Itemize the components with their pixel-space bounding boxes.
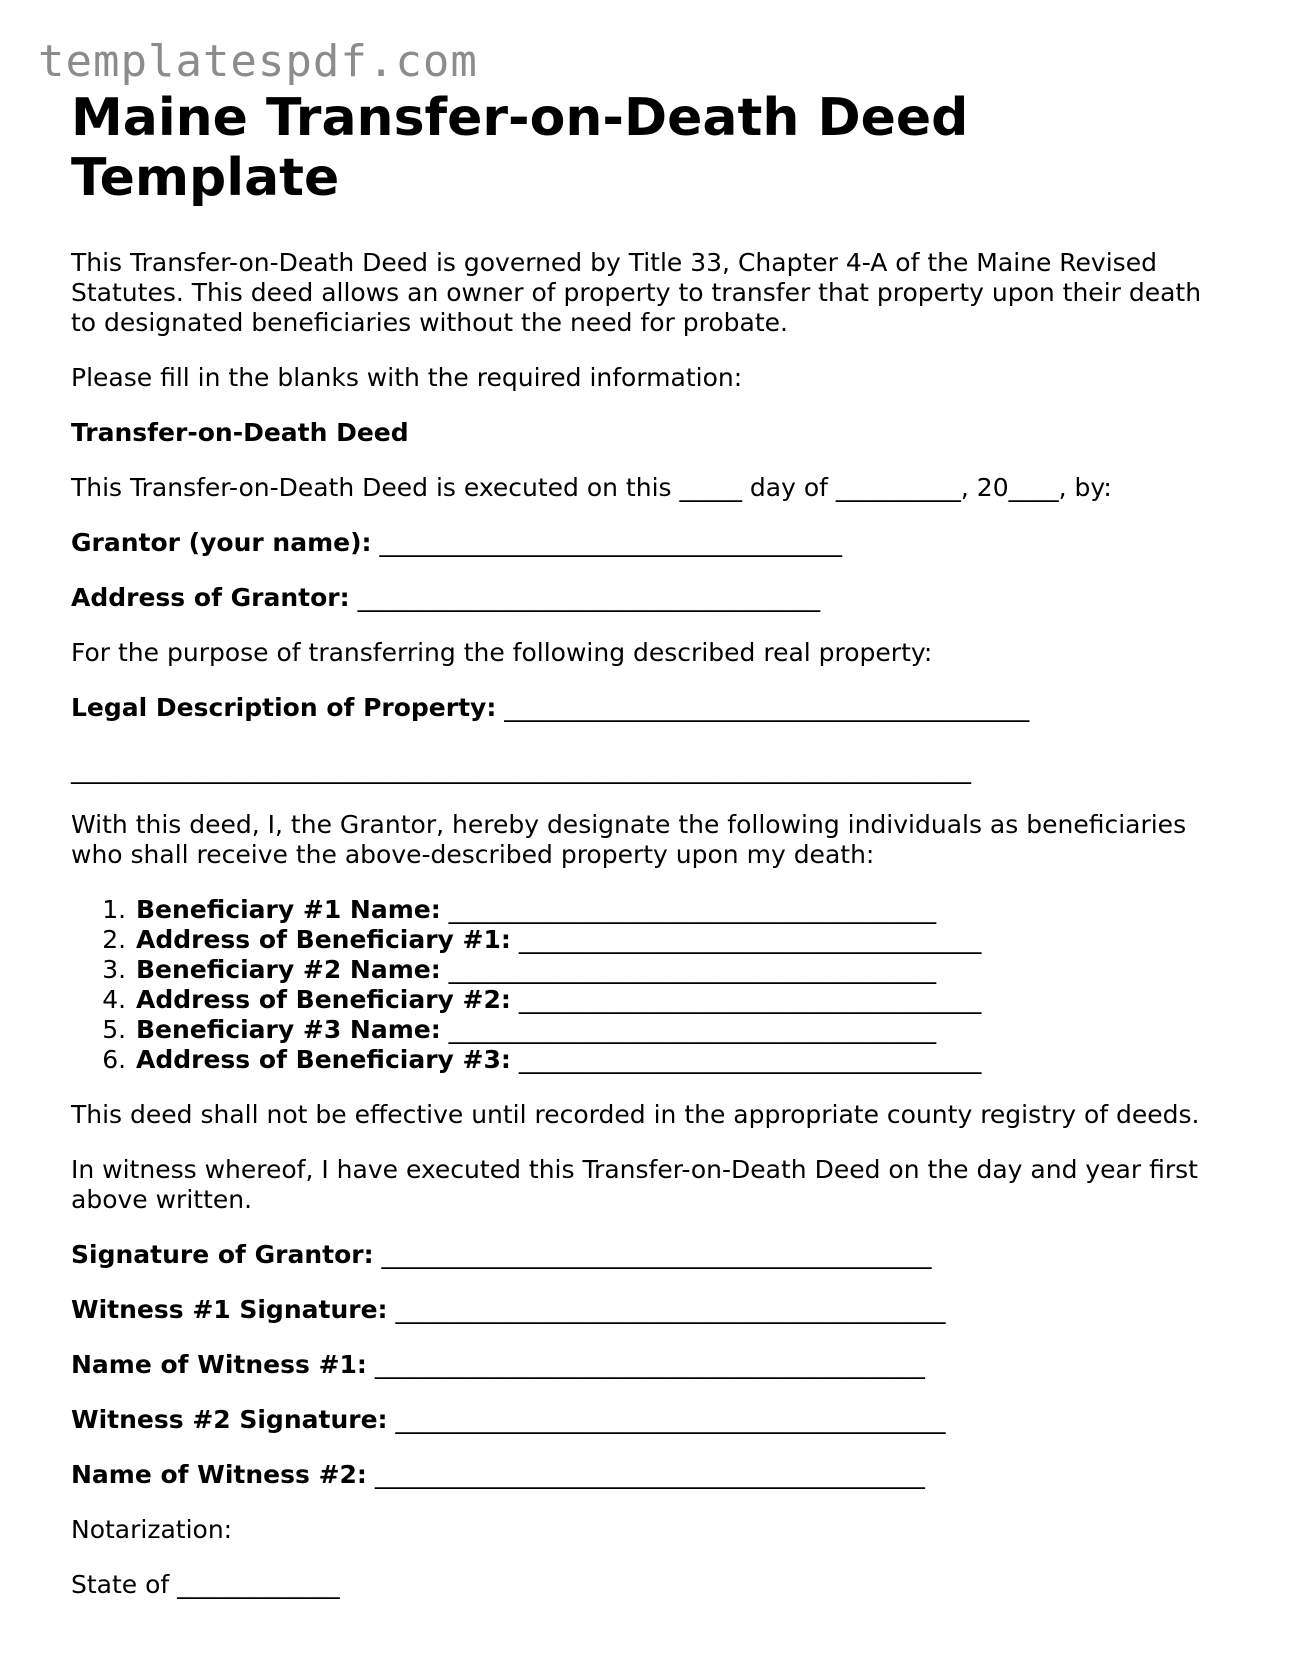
list-item[interactable]	[134, 985, 1231, 1015]
notarization-heading: Notarization:	[71, 1515, 233, 1544]
witness-1-signature-label: Witness #1 Signature:	[71, 1295, 388, 1324]
executed-line: This Transfer-on-Death Deed is executed on this _____ day of __________, 20____, by:	[71, 473, 1112, 502]
grantor-signature-field[interactable]	[71, 1240, 1231, 1270]
witness-1-signature-blank[interactable]: ____________________________________________	[387, 1295, 946, 1324]
beneficiary-2-address-label: Address of Beneficiary #2:	[136, 985, 511, 1014]
witness-1-name-label: Name of Witness #1:	[71, 1350, 367, 1379]
witness-2-name-field[interactable]	[71, 1460, 1231, 1490]
witness-1-name-blank[interactable]: ____________________________________________	[366, 1350, 925, 1379]
title-line-1: Maine Transfer-on-Death Deed	[71, 88, 969, 148]
witness-2-name-blank[interactable]: ____________________________________________	[366, 1460, 925, 1489]
grantor-name-label: Grantor (your name):	[71, 528, 372, 557]
beneficiary-1-name-label: Beneficiary #1 Name:	[136, 895, 441, 924]
instructions-text: Please fill in the blanks with the required information:	[71, 363, 743, 392]
document-body	[71, 88, 1231, 1600]
beneficiary-2-name-blank[interactable]: _______________________________________	[440, 955, 937, 984]
list-item[interactable]	[134, 1045, 1231, 1075]
witness-2-signature-field[interactable]	[71, 1405, 1231, 1435]
section-heading: Transfer-on-Death Deed	[71, 418, 409, 447]
beneficiary-2-address-blank[interactable]: _____________________________________	[510, 985, 982, 1014]
effective-clause: This deed shall not be effective until recorded in the appropriate county registry of deeds.	[71, 1100, 1200, 1129]
witness-clause: In witness whereof, I have executed this Transfer-on-Death Deed on the day and year first above written.	[71, 1155, 1198, 1214]
witness-2-signature-blank[interactable]: ____________________________________________	[387, 1405, 946, 1434]
beneficiary-3-name-blank[interactable]: _______________________________________	[440, 1015, 937, 1044]
beneficiary-2-name-label: Beneficiary #2 Name:	[136, 955, 441, 984]
beneficiary-3-name-label: Beneficiary #3 Name:	[136, 1015, 441, 1044]
beneficiary-1-address-blank[interactable]: _____________________________________	[510, 925, 982, 954]
witness-2-signature-label: Witness #2 Signature:	[71, 1405, 388, 1434]
grantor-signature-blank[interactable]: ____________________________________________	[373, 1240, 932, 1269]
legal-description-field[interactable]	[71, 693, 1231, 723]
legal-description-continuation-blank[interactable]: ________________________________________________________________________	[71, 755, 971, 784]
designation-paragraph: With this deed, I, the Grantor, hereby designate the following individuals as beneficiaries who shall receive the above-described property upon my death:	[71, 810, 1187, 869]
legal-description-label: Legal Description of Property:	[71, 693, 497, 722]
grantor-address-blank[interactable]: _____________________________________	[349, 583, 821, 612]
beneficiary-3-address-label: Address of Beneficiary #3:	[136, 1045, 511, 1074]
title-line-2: Template	[71, 148, 340, 208]
document-title	[71, 88, 1231, 208]
list-item[interactable]	[134, 1015, 1231, 1045]
list-item[interactable]	[134, 895, 1231, 925]
witness-1-signature-field[interactable]	[71, 1295, 1231, 1325]
witness-1-name-field[interactable]	[71, 1350, 1231, 1380]
beneficiaries-list	[71, 895, 1231, 1075]
legal-description-continuation[interactable]	[71, 755, 1231, 785]
state-of-field[interactable]: State of _____________	[71, 1570, 340, 1599]
beneficiary-1-address-label: Address of Beneficiary #1:	[136, 925, 511, 954]
legal-description-blank[interactable]: __________________________________________	[496, 693, 1030, 722]
beneficiary-3-address-blank[interactable]: _____________________________________	[510, 1045, 982, 1074]
list-item[interactable]	[134, 955, 1231, 985]
grantor-address-field[interactable]	[71, 583, 1231, 613]
grantor-name-blank[interactable]: _____________________________________	[371, 528, 842, 557]
list-item[interactable]	[134, 925, 1231, 955]
witness-2-name-label: Name of Witness #2:	[71, 1460, 367, 1489]
watermark: templatespdf.com	[38, 36, 478, 87]
grantor-address-label: Address of Grantor:	[71, 583, 350, 612]
beneficiary-1-name-blank[interactable]: _______________________________________	[440, 895, 937, 924]
grantor-signature-label: Signature of Grantor:	[71, 1240, 374, 1269]
intro-paragraph: This Transfer-on-Death Deed is governed by Title 33, Chapter 4-A of the Maine Revised Statutes. This deed allows an owner of property to transfer that property upon their death to designated beneficiaries without the need for probate.	[71, 248, 1202, 337]
grantor-name-field[interactable]	[71, 528, 1231, 558]
purpose-text: For the purpose of transferring the following described real property:	[71, 638, 933, 667]
